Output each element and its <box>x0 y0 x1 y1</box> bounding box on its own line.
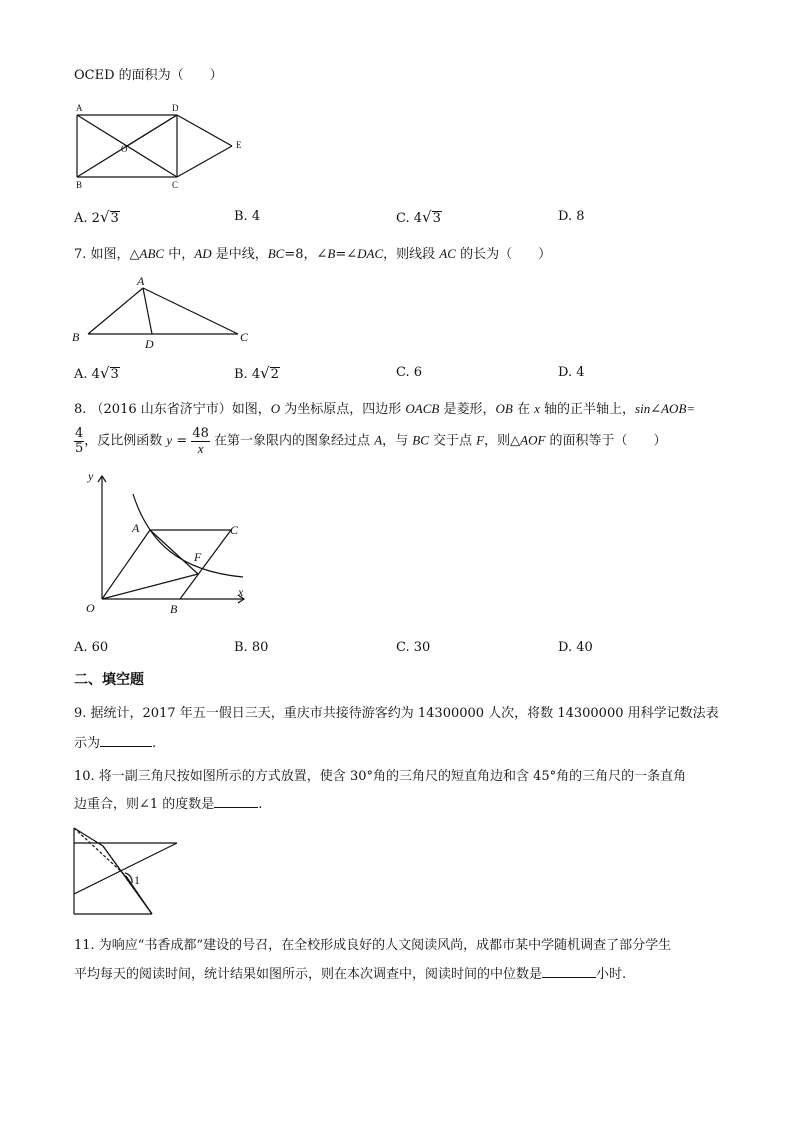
q7-label-D: D <box>145 337 154 351</box>
q7-label-C: C <box>240 330 249 344</box>
q8-label-y: y <box>88 469 94 483</box>
q7-option-c: C. 6 <box>396 365 423 380</box>
q7-figure <box>70 270 260 350</box>
q7-label-A: A <box>137 274 145 288</box>
q9-answer-blank[interactable] <box>100 745 152 747</box>
q11-answer-blank[interactable] <box>542 976 596 978</box>
q8-sin-fraction: $\frac{4}{5}$ <box>75 426 84 456</box>
q8-label-x: x <box>238 585 244 599</box>
q8-label-O: O <box>86 601 95 615</box>
q7-option-b: B. 4√2 <box>234 364 279 382</box>
q9-line2: 示为 . <box>74 736 157 751</box>
q8-function-fraction: $\frac{48}{x}$ <box>192 426 209 456</box>
q6-option-d: D. 8 <box>558 209 585 224</box>
q6-label-A: A <box>76 103 83 113</box>
section-fill-in-title: 二、填空题 <box>74 672 144 688</box>
q8-stem-line1: 8. （2016 山东省济宁市）如图，O 为坐标原点，四边形 OACB 是菱形，OB 在 x 轴的正半轴上，sin∠AOB= <box>74 401 696 417</box>
q8-option-d: D. 40 <box>558 640 593 655</box>
q7-stem: 7. 如图，△ABC 中，AD 是中线，BC=8，∠B=∠DAC，则线段 AC 的长为（ ） <box>74 246 552 262</box>
q8-option-a: A. 60 <box>74 640 109 655</box>
q8-figure <box>78 466 258 616</box>
q6-label-B: B <box>76 180 83 190</box>
q6-figure <box>70 100 260 190</box>
q8-label-B: B <box>170 602 178 616</box>
q6-option-b: B. 4 <box>234 209 261 224</box>
q6-label-O: O <box>121 144 128 154</box>
q6-label-C: C <box>172 180 179 190</box>
q10-answer-blank[interactable] <box>214 806 258 808</box>
q9-line1: 9. 据统计，2017 年五一假日三天，重庆市共接待游客约为 14300000 人次，将数 14300000 用科学记数法表 <box>74 706 719 721</box>
q10-line1: 10. 将一副三角尺按如图所示的方式放置，使含 30°角的三角尺的短直角边和含 45°角的三角尺的一条直角 <box>74 769 687 784</box>
q10-figure <box>68 824 188 919</box>
q6-option-c: C. 4√3 <box>396 208 441 226</box>
q6-stem: OCED 的面积为（ ） <box>74 68 223 83</box>
q7-label-B: B <box>72 330 80 344</box>
q8-option-b: B. 80 <box>234 640 269 655</box>
q7-option-d: D. 4 <box>558 365 585 380</box>
q8-label-A: A <box>132 521 140 535</box>
q10-line2: 边重合，则∠1 的度数是 . <box>74 797 263 812</box>
q8-stem-line2: $\frac{4}{5}$ ，反比例函数 y = $\frac{48}{x}$ 在第一象限内的图象经过点 A，与 BC 交于点 F，则△AOF 的面积等于（ ） <box>75 426 667 456</box>
q10-angle-label: 1 <box>134 873 140 887</box>
q8-label-C: C <box>230 523 239 537</box>
q6-option-a: A. 2√3 <box>74 208 119 226</box>
q6-label-D: D <box>172 103 179 113</box>
q11-line1: 11. 为响应“书香成都”建设的号召，在全校形成良好的人文阅读风尚，成都市某中学随机调查了部分学生 <box>74 938 672 953</box>
q7-option-a: A. 4√3 <box>74 364 119 382</box>
q6-label-E: E <box>236 140 242 150</box>
q11-line2: 平均每天的阅读时间，统计结果如图所示，则在本次调查中，阅读时间的中位数是 小时. <box>74 967 627 982</box>
q8-option-c: C. 30 <box>396 640 431 655</box>
q8-label-F: F <box>194 550 202 564</box>
